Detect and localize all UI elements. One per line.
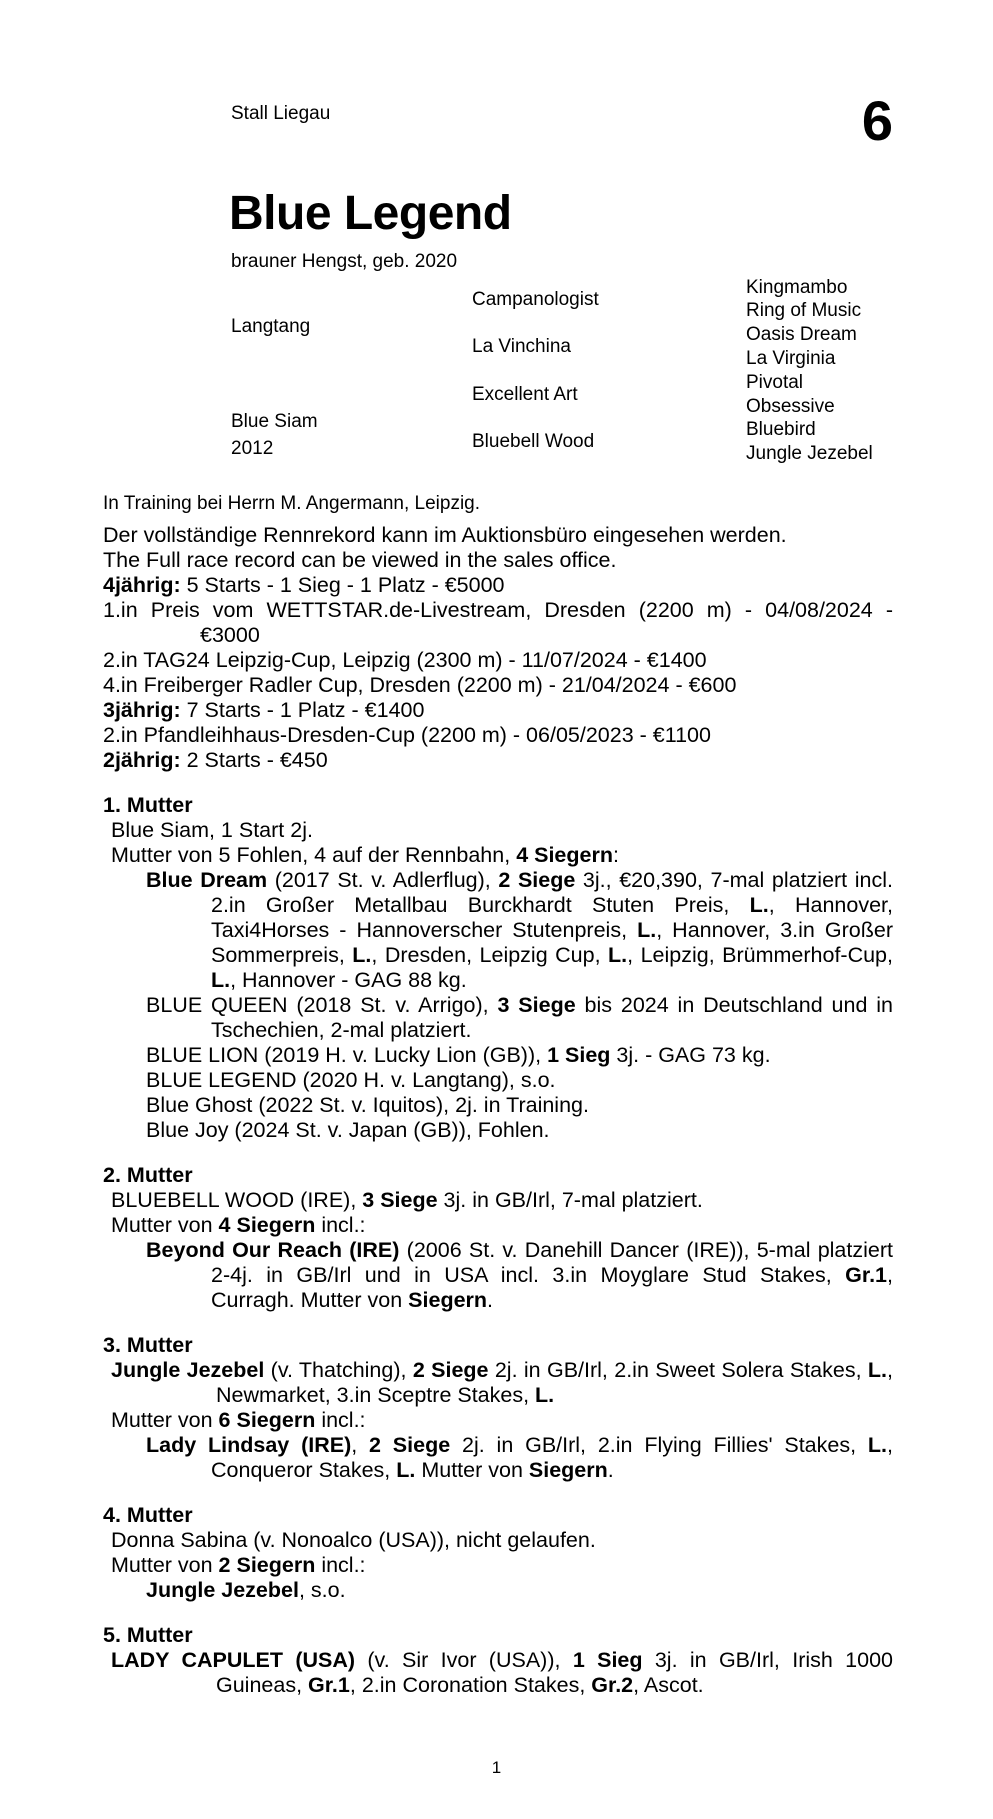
offspring-entry [146,868,893,993]
pedigree-dam: Blue Siam [231,411,318,432]
page-number: 1 [491,1758,502,1777]
text: Mutter von [111,1408,219,1432]
pedigree-gen3: Obsessive [746,396,835,417]
bold-text: Gr.1 [845,1263,888,1287]
text: 2j. in GB/Irl, 2.in Sweet Solera Stakes, [488,1358,868,1382]
text: , [351,1433,370,1457]
foals-line [111,1553,893,1578]
text: : [612,843,619,867]
text: , Conqueror Stakes, [211,1433,893,1482]
text: . [607,1458,614,1482]
text: Mutter von 5 Fohlen, 4 auf der Rennbahn, [111,843,517,867]
dam-line: Blue Siam, 1 Start 2j. [111,818,313,842]
foals-line [111,1408,893,1433]
section-title: 5. Mutter [103,1623,193,1647]
offspring-entry: BLUE LEGEND (2020 H. v. Langtang), s.o. [146,1068,556,1092]
section-title: 3. Mutter [103,1333,193,1357]
text: 3j. - GAG 73 kg. [610,1043,771,1067]
pedigree-gen3: Bluebird [746,419,816,440]
pedigree-dam-year: 2012 [231,438,274,459]
horse-name: Blue Legend [229,187,512,240]
section-title: 2. Mutter [103,1163,193,1187]
text: Mutter von [415,1458,529,1482]
offspring-entry [146,993,893,1043]
summary-text: 2 Starts - €450 [180,748,328,772]
bold-text: L. [352,943,372,967]
offspring-name: Jungle Jezebel [146,1578,299,1602]
offspring-entry [146,1043,893,1068]
text: incl.: [315,1408,366,1432]
bold-text: Siegern [528,1458,608,1482]
bold-text: L. [211,968,231,992]
pedigree-gen3: Ring of Music [746,300,862,321]
text: BLUE LION (2019 H. v. Lucky Lion (GB)), [146,1043,548,1067]
horse-description: brauner Hengst, geb. 2020 [231,251,458,272]
pedigree-gen3: Oasis Dream [746,324,857,345]
section-title: 1. Mutter [103,793,193,817]
bold-text: 4 Siegern [516,843,613,867]
race-entry: 4.in Freiberger Radler Cup, Dresden (2200 m) - 21/04/2024 - €600 [103,673,737,697]
bold-text: 3 Siege [497,993,576,1017]
bold-text: Gr.2 [591,1673,634,1697]
text: , s.o. [298,1578,346,1602]
record-note-en: The Full race record can be viewed in the sales office. [103,548,617,572]
pedigree-gen3: La Virginia [746,348,836,369]
bold-text: L. [749,893,769,917]
text: . [487,1288,494,1312]
foals-line [111,843,893,868]
bold-text: 2 Siege [412,1358,489,1382]
text: Mutter von [111,1213,219,1237]
pedigree-gen3: Pivotal [746,372,804,393]
offspring-entry [146,1433,893,1483]
bold-text: L. [396,1458,416,1482]
text: , Hannover, Taxi4Horses - Hannoverscher Stutenpreis, [211,893,893,942]
text: , Hannover - GAG 88 kg. [230,968,467,992]
age2-summary [103,748,893,773]
pedigree-gen3: Kingmambo [746,277,848,298]
offspring-entry: Blue Joy (2024 St. v. Japan (GB)), Fohlen. [146,1118,550,1142]
bold-text: L. [867,1358,888,1382]
race-entry: 1.in Preis vom WETTSTAR.de-Livestream, Dresden (2200 m) - 04/08/2024 - €3000 [103,598,893,647]
text: , Curragh. Mutter von [211,1263,893,1312]
text: incl.: [315,1213,366,1237]
stable-name: Stall Liegau [231,103,331,124]
dam-line [111,1188,893,1213]
bold-text: L. [637,918,657,942]
age-label: 2jährig: [103,748,181,772]
offspring-name: Lady Lindsay (IRE) [146,1433,352,1457]
text: , Newmarket, 3.in Sceptre Stakes, [216,1358,894,1407]
bold-text: 1 Sieg [547,1043,611,1067]
age-label: 4jährig: [103,573,181,597]
offspring-name: Beyond Our Reach (IRE) [146,1238,400,1262]
text: (v. Thatching), [264,1358,413,1382]
race-record [103,523,893,1698]
dam-line [111,1648,893,1698]
bold-text: Siegern [408,1288,488,1312]
text: , 2.in Coronation Stakes, [349,1673,592,1697]
text: 3j., €20,390, 7-mal platziert incl. 2.in Großer Metallbau Burckhardt Stuten Preis, [211,868,893,917]
offspring-entry: Blue Ghost (2022 St. v. Iquitos), 2j. in Training. [146,1093,589,1117]
dam-line [111,1358,893,1408]
record-note-de: Der vollständige Rennrekord kann im Auktionsbüro eingesehen werden. [103,523,787,547]
race-entry: 2.in Pfandleihhaus-Dresden-Cup (2200 m) - 06/05/2023 - €1100 [103,723,711,747]
age3-summary [103,698,893,723]
text: BLUE QUEEN (2018 St. v. Arrigo), [146,993,498,1017]
section-title: 4. Mutter [103,1503,193,1527]
training-info: In Training bei Herrn M. Angermann, Leipzig. [103,493,481,514]
lot-number: 6 [861,89,893,152]
offspring-entry [146,1238,893,1313]
pedigree-gen2: Campanologist [472,289,599,310]
text: incl.: [315,1553,366,1577]
summary-text: 5 Starts - 1 Sieg - 1 Platz - €5000 [180,573,505,597]
pedigree-gen2: La Vinchina [472,336,571,357]
bold-text: L. [608,943,628,967]
text: 3j. in GB/Irl, Irish 1000 Guineas, [216,1648,893,1697]
offspring-entry [146,1578,893,1603]
bold-text: 3 Siege [362,1188,438,1212]
text: BLUEBELL WOOD (IRE), [111,1188,363,1212]
text: 3j. in GB/Irl, 7-mal platziert. [437,1188,703,1212]
text: Mutter von [111,1553,219,1577]
bold-text: 1 Sieg [572,1648,643,1672]
text: , Leipzig, Brümmerhof-Cup, [627,943,893,967]
offspring-name: Blue Dream [146,868,268,892]
bold-text: 2 Siegern [218,1553,316,1577]
bold-text: 4 Siegern [218,1213,316,1237]
text: , Ascot. [633,1673,704,1697]
text: (v. Sir Ivor (USA)), [355,1648,573,1672]
text: , Dresden, Leipzig Cup, [371,943,609,967]
age-label: 3jährig: [103,698,181,722]
bold-text: Gr.1 [308,1673,350,1697]
pedigree-gen3: Jungle Jezebel [746,443,873,464]
bold-text: 2 Siege [498,868,576,892]
text: bis 2024 in Deutschland und in Tschechien, 2-mal platziert. [211,993,894,1042]
text: 2j. in GB/Irl, 2.in Flying Fillies' Stakes, [450,1433,868,1457]
pedigree-gen2: Bluebell Wood [472,431,595,452]
bold-text: 6 Siegern [218,1408,316,1432]
dam-name: LADY CAPULET (USA) [111,1648,356,1672]
text: , Hannover, 3.in Großer Sommerpreis, [211,918,893,967]
bold-text: L. [535,1383,555,1407]
dam-name: Jungle Jezebel [111,1358,265,1382]
race-entry: 2.in TAG24 Leipzig-Cup, Leipzig (2300 m) - 11/07/2024 - €1400 [103,648,707,672]
summary-text: 7 Starts - 1 Platz - €1400 [180,698,425,722]
bold-text: L. [867,1433,888,1457]
text: (2006 St. v. Danehill Dancer (IRE)), 5-mal platziert 2-4j. in GB/Irl und in USA incl. 3.in Moyglare Stud Stakes, [211,1238,893,1287]
dam-line: Donna Sabina (v. Nonoalco (USA)), nicht gelaufen. [111,1528,596,1552]
age4-summary [103,573,893,598]
pedigree-gen2: Excellent Art [472,384,578,405]
pedigree-sire: Langtang [231,316,311,337]
bold-text: 2 Siege [369,1433,451,1457]
text: (2017 St. v. Adlerflug), [267,868,499,892]
foals-line [111,1213,893,1238]
